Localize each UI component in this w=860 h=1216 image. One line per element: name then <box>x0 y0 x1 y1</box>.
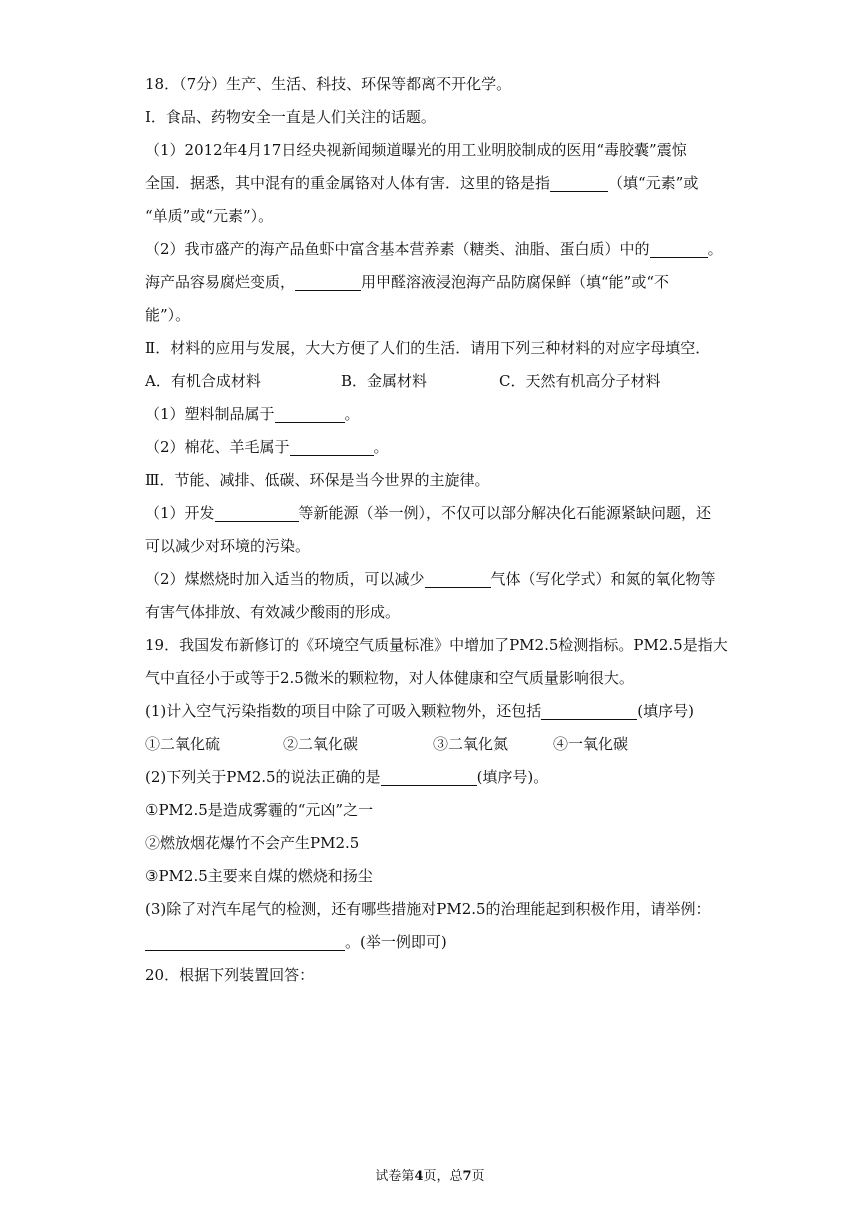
q18-p1-line2: 全国．据悉，其中混有的重金属铬对人体有害．这里的铬是指 （填“元素”或 <box>145 174 699 192</box>
q18-part2-title: Ⅱ．材料的应用与发展，大大方便了人们的生活．请用下列三种材料的对应字母填空． <box>145 339 711 357</box>
gas-option-2: ②二氧化碳 <box>283 735 359 753</box>
gas-option-4: ④一氧化碳 <box>553 735 629 753</box>
total-pages-number: 7 <box>462 1169 472 1184</box>
answer-blank[interactable] <box>295 272 361 291</box>
answer-blank[interactable] <box>541 701 637 720</box>
gas-option-3: ③二氧化氮 <box>433 735 509 753</box>
q19-sub1: (1)计入空气污染指数的项目中除了可吸入颗粒物外，还包括 (填序号) <box>145 702 694 720</box>
q19-line1: 19．我国发布新修订的《环境空气质量标准》中增加了PM2.5检测指标。PM2.5是指大 <box>145 636 728 654</box>
answer-blank[interactable] <box>550 173 608 192</box>
q18-p2-line2: 海产品容易腐烂变质， 用甲醛溶液浸泡海产品防腐保鲜（填“能”或“不 <box>145 273 670 291</box>
current-page-number: 4 <box>414 1169 424 1184</box>
q18-part3-title: Ⅲ．节能、减排、低碳、环保是当今世界的主旋律。 <box>145 471 490 489</box>
q18-e2-line1: （2）煤燃烧时加入适当的物质，可以减少 气体（写化学式）和氮的氧化物等 <box>145 570 716 588</box>
q18-p2-line3: 能”）。 <box>145 306 191 324</box>
gas-option-1: ①二氧化硫 <box>145 735 221 753</box>
option-c: C．天然有机高分子材料 <box>499 372 661 390</box>
q19-gas-options <box>145 728 720 761</box>
answer-blank[interactable] <box>650 239 708 258</box>
q18-p1-line3: “单质”或“元素”）。 <box>145 207 274 225</box>
option-a: A．有机合成材料 <box>145 372 261 390</box>
q18-p1-line1: （1）2012年4月17日经央视新闻频道曝光的用工业明胶制成的医用“毒胶囊”震惊 <box>145 141 687 159</box>
q19-sub2: (2)下列关于PM2.5的说法正确的是 (填序号)。 <box>145 768 549 786</box>
answer-blank[interactable] <box>145 932 345 951</box>
option-b: B．金属材料 <box>341 372 428 390</box>
page-footer: 试卷第4页，总7页 <box>375 1169 485 1184</box>
answer-blank[interactable] <box>425 569 491 588</box>
q18-p2-line1: （2）我市盛产的海产品鱼虾中富含基本营养素（糖类、油脂、蛋白质）中的 。 <box>145 240 723 258</box>
q18-e1-line2: 可以减少对环境的污染。 <box>145 537 311 555</box>
q19-statement-1: ①PM2.5是造成雾霾的“元凶”之一 <box>145 801 374 819</box>
exam-page-content <box>145 68 728 992</box>
q18-material-1: （1）塑料制品属于 。 <box>145 405 360 423</box>
q19-line2: 气中直径小于或等于2.5微米的颗粒物，对人体健康和空气质量影响很大。 <box>145 669 634 687</box>
q18-header: 18．（7分）生产、生活、科技、环保等都离不开化学。 <box>145 75 512 93</box>
q19-statement-3: ③PM2.5主要来自煤的燃烧和扬尘 <box>145 867 373 885</box>
q18-part1-title: Ⅰ．食品、药物安全一直是人们关注的话题。 <box>145 108 436 126</box>
answer-blank[interactable] <box>215 503 299 522</box>
answer-blank[interactable] <box>290 437 374 456</box>
q19-sub3-answer: 。(举一例即可) <box>145 926 720 959</box>
q19-sub3: (3)除了对汽车尾气的检测，还有哪些措施对PM2.5的治理能起到积极作用，请举例： <box>145 900 711 918</box>
q18-material-2: （2）棉花、羊毛属于 。 <box>145 438 389 456</box>
q18-e1-line1: （1）开发 等新能源（举一例），不仅可以部分解决化石能源紧缺问题，还 <box>145 504 712 522</box>
q18-e2-line2: 有害气体排放、有效减少酸雨的形成。 <box>145 603 401 621</box>
answer-blank[interactable] <box>275 404 345 423</box>
answer-blank[interactable] <box>381 767 477 786</box>
material-options <box>145 365 720 398</box>
q20-header: 20．根据下列装置回答： <box>145 966 315 984</box>
q19-statement-2: ②燃放烟花爆竹不会产生PM2.5 <box>145 834 360 852</box>
